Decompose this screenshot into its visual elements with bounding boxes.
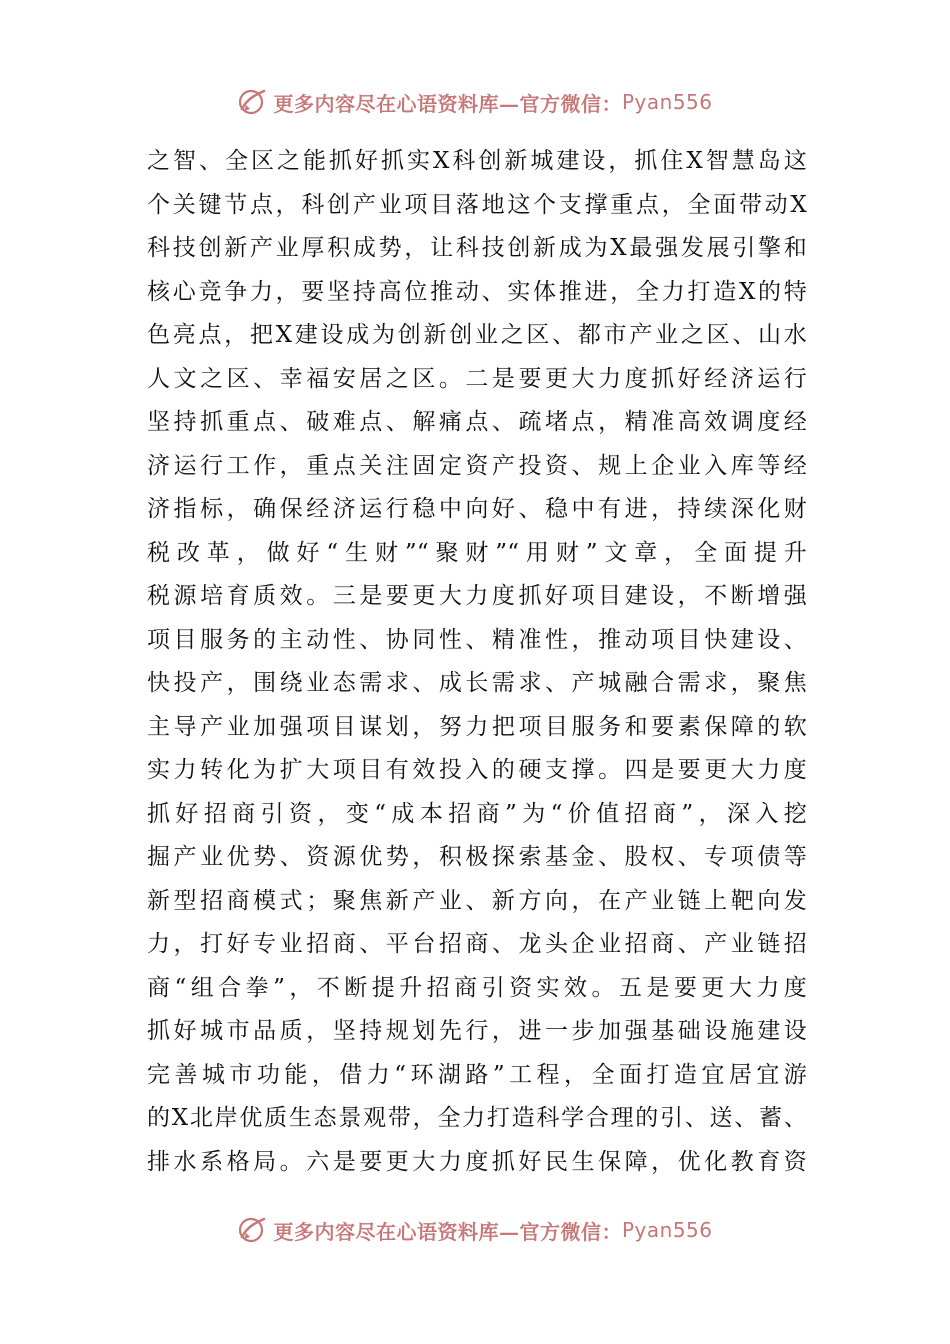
text-line: 核心竞争力，要坚持高位推动、实体推进，全力打造X的特 bbox=[147, 278, 807, 305]
text-line: 抓好城市品质，坚持规划先行，进一步加强基础设施建设 bbox=[147, 1018, 807, 1044]
text-line: 快投产，围绕业态需求、成长需求、产城融合需求，聚焦 bbox=[147, 670, 807, 696]
watermark-id: Pyan556 bbox=[621, 90, 713, 114]
text-line: 力，打好专业招商、平台招商、龙头企业招商、产业链招 bbox=[147, 931, 807, 957]
text-line: 色亮点，把X建设成为创新创业之区、都市产业之区、山水 bbox=[147, 322, 807, 348]
text-line: 掘产业优势、资源优势，积极探索基金、股权、专项债等 bbox=[147, 844, 807, 870]
text-line: 完善城市功能，借力“环湖路”工程，全面打造宜居宜游 bbox=[147, 1061, 807, 1088]
text-line: 抓好招商引资，变“成本招商”为“价值招商”，深入挖 bbox=[147, 800, 807, 827]
text-line: 坚持抓重点、破难点、解痛点、疏堵点，精准高效调度经 bbox=[147, 409, 807, 435]
watermark-id: Pyan556 bbox=[621, 1218, 713, 1242]
text-line: 济运行工作，重点关注固定资产投资、规上企业入库等经 bbox=[147, 452, 807, 479]
watermark-text: 更多内容尽在心语资料库—官方微信： bbox=[273, 1219, 622, 1244]
text-line: 项目服务的主动性、协同性、精准性，推动项目快建设、 bbox=[147, 626, 807, 653]
text-line: 税改革，做好“生财”“聚财”“用财”文章，全面提升 bbox=[147, 539, 807, 566]
text-line: 实力转化为扩大项目有效投入的硬支撑。四是要更大力度 bbox=[147, 757, 807, 783]
text-line: 科技创新产业厚积成势，让科技创新成为X最强发展引擎和 bbox=[147, 235, 807, 261]
text-line: 主导产业加强项目谋划，努力把项目服务和要素保障的软 bbox=[147, 713, 807, 740]
text-line: 之智、全区之能抓好抓实X科创新城建设，抓住X智慧岛这 bbox=[147, 148, 807, 174]
text-line: 个关键节点，科创产业项目落地这个支撑重点，全面带动X bbox=[147, 191, 807, 218]
text-line: 排水系格局。六是要更大力度抓好民生保障，优化教育资 bbox=[147, 1148, 807, 1175]
text-line: 的X北岸优质生态景观带，全力打造科学合理的引、送、蓄、 bbox=[147, 1105, 807, 1131]
pen-logo-icon bbox=[237, 1215, 267, 1245]
document-body bbox=[147, 140, 807, 1184]
watermark-text: 更多内容尽在心语资料库—官方微信： bbox=[273, 91, 622, 116]
footer-watermark bbox=[0, 1210, 950, 1250]
text-line: 税源培育质效。三是要更大力度抓好项目建设，不断增强 bbox=[147, 583, 807, 609]
text-line: 新型招商模式；聚焦新产业、新方向，在产业链上靶向发 bbox=[147, 887, 807, 914]
header-watermark bbox=[0, 82, 950, 122]
text-line: 商“组合拳”，不断提升招商引资实效。五是要更大力度 bbox=[147, 974, 807, 1001]
pen-logo-icon bbox=[237, 87, 267, 117]
text-line: 济指标，确保经济运行稳中向好、稳中有进，持续深化财 bbox=[147, 496, 807, 522]
text-line: 人文之区、幸福安居之区。二是要更大力度抓好经济运行 bbox=[147, 365, 807, 392]
